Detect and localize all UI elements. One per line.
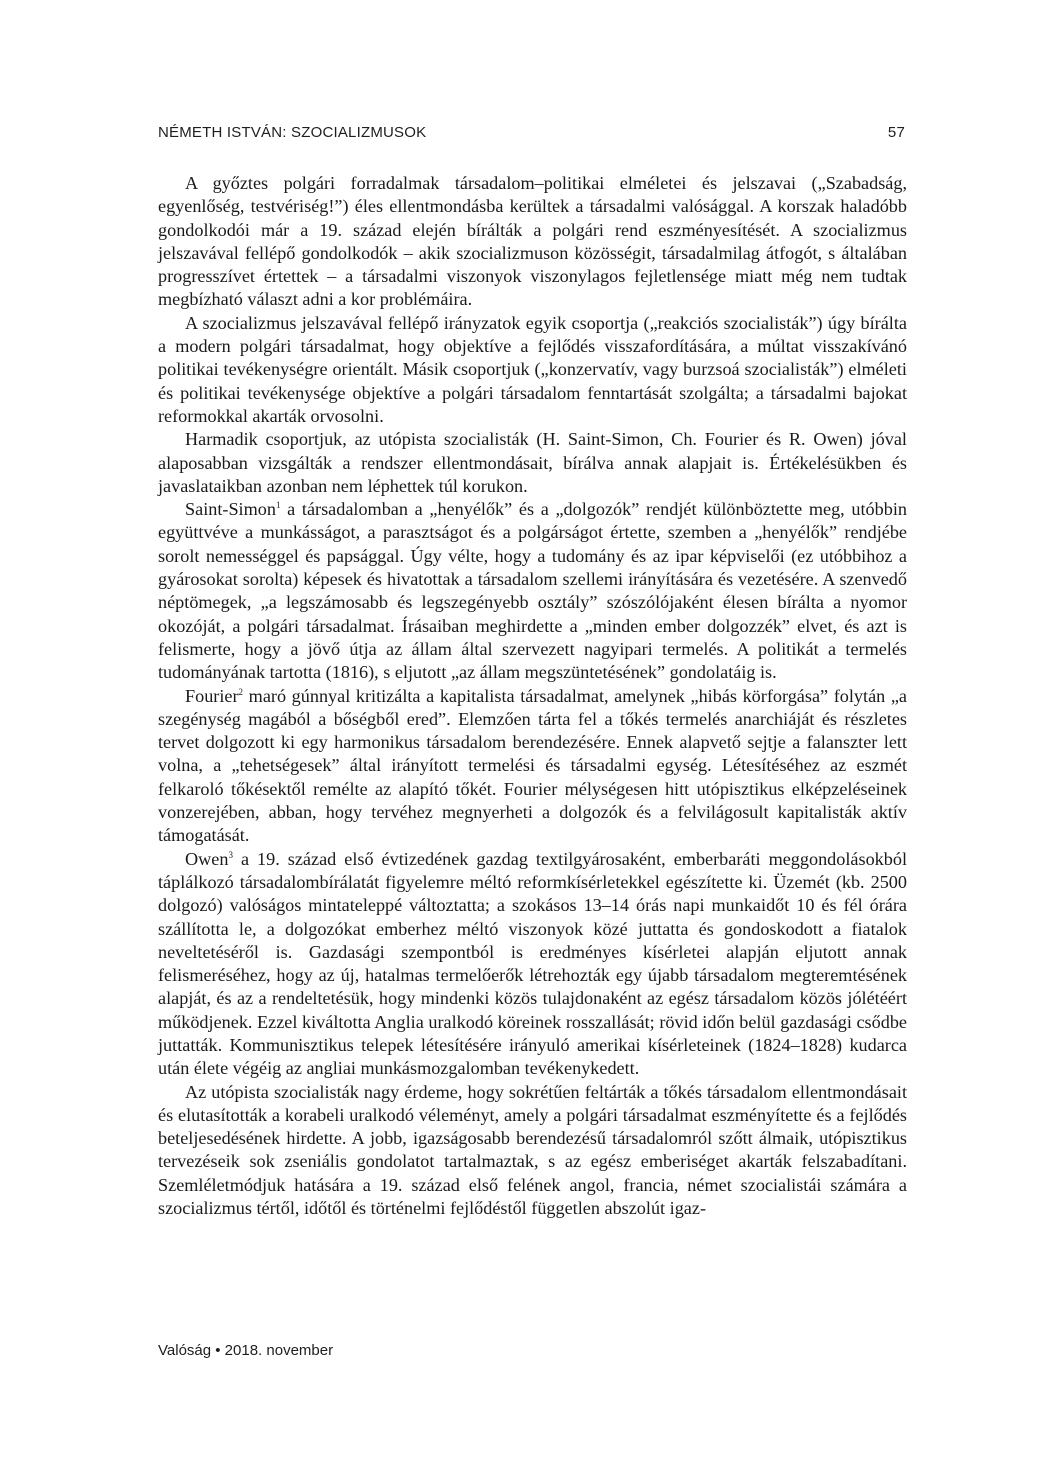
page-footer: Valóság • 2018. november [158,1342,334,1359]
paragraph-4 [158,498,907,684]
paragraph-text: A szocializmus jelszavával fellépő irányzatok egyik csoportja („reakciós szocialisták”) úgy bírálta a modern polgári társadalmat, hogy objektíve a fejlődés visszafordítására, a múltat visszakívánó politikai tevékenységre orientált. Másik csoportjuk („konzervatív, vagy burzsoá szocialisták”) elméleti és politikai tevékenysége objektíve a polgári társadalom fenntartását szolgálta; a társadalmi bajokat reformokkal akarták orvosolni. [158,312,907,426]
footnote-ref: 2 [238,686,244,697]
running-title: NÉMETH ISTVÁN: SZOCIALIZMUSOK [158,124,427,141]
paragraph-text: Az utópista szocialisták nagy érdeme, hogy sokrétűen feltárták a tőkés társadalom ellentmondásait és elutasították a korabeli uralkodó véleményt, amely a polgári társadalmat eszményítette és a fejlődés beteljesedésének hirdette. A jobb, igazságosabb berendezésű társadalomról szőtt álmaik, utópisztikus tervezéseik sok zseniális gondolatot tartalmaztak, s az egész emberiséget akarták felszabadítani. Szemléletmódjuk hatására a 19. század első felének angol, francia, német szocialistái számára a szocializmus tértől, időtől és történelmi fejlődéstől független abszolút igaz- [158,1081,907,1219]
paragraph-5 [158,685,907,848]
page-number: 57 [887,124,905,141]
paragraph-2 [158,312,907,428]
footnote-ref: 1 [275,500,281,511]
paragraph-text: A győztes polgári forradalmak társadalom–politikai elméletei és jelszavai („Szabadság, egyenlőség, testvériség!”) éles ellentmondásba kerültek a társadalmi valósággal. A korszak haladóbb gondolkodói már a 19. század elején bírálták a polgári rend eszményesítését. A szocializmus jelszavával fellépő gondolkodók – akik szocializmuson közösségit, társadalmilag átfogót, s általában progresszívet értettek – a társadalmi viszonyok viszonylagos fejletlensége miatt még nem tudtak megbízható választ adni a kor problémáira. [158,173,907,310]
footnote-ref: 3 [228,849,233,860]
running-header [158,120,907,144]
paragraph-text: maró gúnnyal kritizálta a kapitalista társadalmat, amelynek „hibás körforgása” folytán „a szegénység magából a bőségből ered”. Elemzően tárta fel a tőkés termelés anarchiáját és részletes tervet dolgozott ki egy harmonikus társadalom berendezésére. Ennek alapvető sejtje a falanszter lett volna, a „tehetségesek” által irányított termelési és társadalmi egység. Létesítéséhez az eszmét felkaroló tőkésektől remélte az alapító tőkét. Fourier mélységesen hitt utópisztikus elképzeléseinek vonzerejében, abban, hogy tervéhez megnyerheti a dolgozók és a felvilágosult kapitalisták aktív támogatását. [158,685,907,846]
paragraph-6 [158,848,907,1081]
paragraph-lead: Owen [185,848,229,869]
article-body [158,172,907,1220]
paragraph-text: a 19. század első évtizedének gazdag textilgyárosaként, emberbaráti meggondolásokból táplálkozó társadalombírálatát figyelemre méltó reformkísérletekkel egészítette ki. Üzemét (kb. 2500 dolgozó) valóságos mintateleppé változtatta; a szokásos 13–14 órás napi munkaidőt 10 és fél órára szállította le, a dolgozókat emberhez méltó viszonyok közé juttatta és gondoskodott a fiatalok neveltetéséről is. Gazdasági szempontból is eredményes kísérletei alapján eljutott annak felismeréséhez, hogy az új, hatalmas termelőerők létrehozták egy újabb társadalom megteremtésének alapját, és az a rendeltetésük, hogy mindenki közös tulajdonaként az egész társadalom közös jólétéért működjenek. Ezzel kiváltotta Anglia uralkodó köreinek rosszallását; rövid időn belül gazdasági csődbe juttatták. Kommunisztikus telepek létesítésére irányuló amerikai kísérleteinek (1824–1828) kudarca után élete végéig az angliai munkásmozgalomban tevékenykedett. [158,848,907,1079]
paragraph-lead: Fourier [185,685,239,706]
paragraph-text: a társadalomban a „henyélők” és a „dolgozók” rendjét különböztette meg, utóbbin együttvéve a munkásságot, a parasztságot és a polgárságot értette, szemben a „henyélők” rendjébe sorolt nemességgel és papsággal. Úgy vélte, hogy a tudomány és az ipar képviselői (ez utóbbihoz a gyárosokat sorolta) képesek és hivatottak a társadalom szellemi irányítására és vezetésére. A szenvedő néptömegek, „a legszámosabb és legszegényebb osztály” szószólójaként élesen bírálta a nyomor okozóját, a polgári társadalmat. Írásaiban meghirdette a „minden ember dolgozzék” elvet, és azt is felismerte, hogy a jövő útja az állam által szervezett nagyipari termelés. A politikát a termelés tudományának tartotta (1816), s eljutott „az állam megszüntetésének” gondolatáig is. [158,499,907,683]
paragraph-7 [158,1081,907,1221]
paragraph-1 [158,172,907,312]
paragraph-lead: Saint-Simon [185,499,276,520]
paragraph-3 [158,428,907,498]
paragraph-text: Harmadik csoportjuk, az utópista szocialisták (H. Saint-Simon, Ch. Fourier és R. Owen) jóval alaposabban vizsgálták a rendszer ellentmondásait, bírálva annak alapjait is. Értékelésükben és javaslataikban azonban nem léphettek túl korukon. [158,429,907,496]
